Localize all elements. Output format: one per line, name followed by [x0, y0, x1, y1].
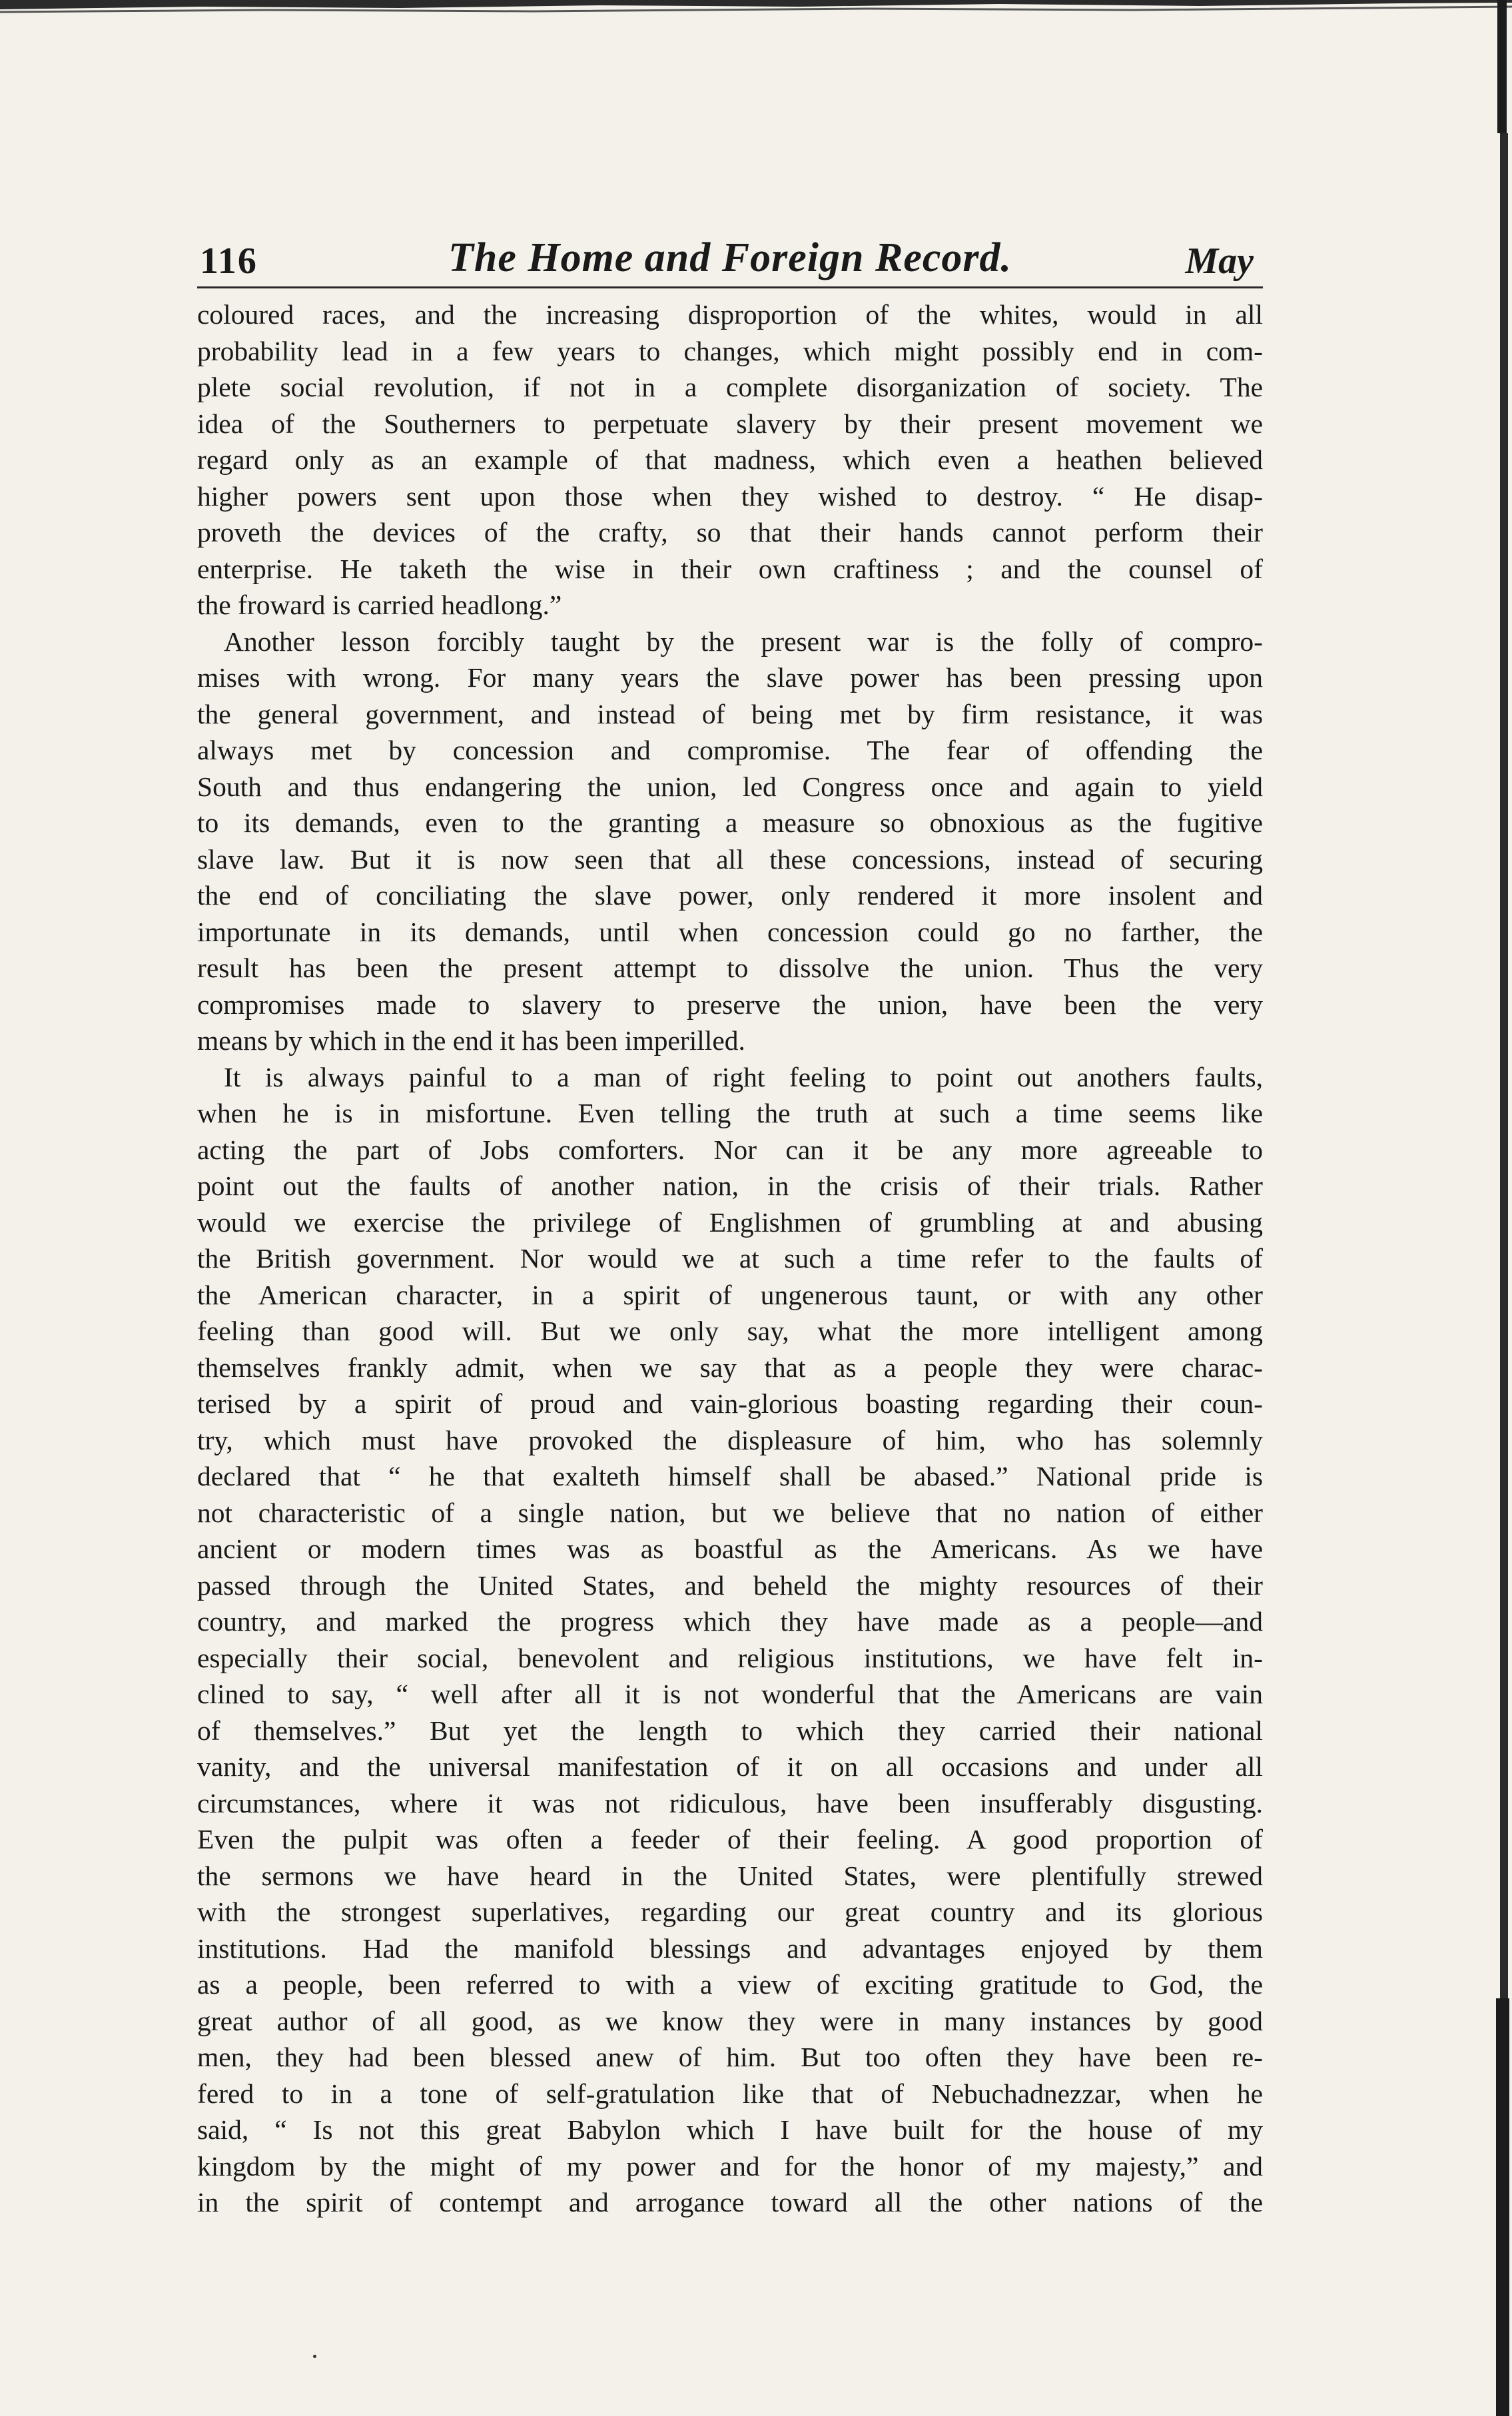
page-header — [197, 220, 1263, 286]
text-line: country, and marked the progress which they have made as a people—and — [197, 1606, 1263, 1637]
text-line: South and thus endangering the union, led Congress once and again to yield — [197, 771, 1263, 802]
text-line: vanity, and the universal manifestation of it on all occasions and under all — [197, 1751, 1263, 1782]
text-line: compromises made to slavery to preserve the union, have been the very — [197, 989, 1263, 1020]
scan-top-edge — [0, 0, 1512, 27]
text-line: not characteristic of a single nation, but we believe that no nation of either — [197, 1497, 1263, 1528]
text-line: plete social revolution, if not in a complete disorganization of society. The — [197, 372, 1263, 402]
text-line: It is always painful to a man of right feeling to point out anothers faults, — [224, 1061, 1263, 1092]
text-line: regard only as an example of that madness, which even a heathen believed — [197, 444, 1263, 475]
text-line: try, which must have provoked the displeasure of him, who has solemnly — [197, 1424, 1263, 1455]
page — [197, 220, 1263, 2221]
text-line: as a people, been referred to with a view of exciting gratitude to God, the — [197, 1969, 1263, 2000]
text-line: always met by concession and compromise. The fear of offending the — [197, 735, 1263, 765]
text-line: in the spirit of contempt and arrogance toward all the other nations of the — [197, 2187, 1263, 2217]
text-line: when he is in misfortune. Even telling the truth at such a time seems like — [197, 1098, 1263, 1128]
header-rule — [197, 286, 1263, 288]
text-line: declared that “ he that exalteth himself shall be abased.” National pride is — [197, 1461, 1263, 1491]
page-number: 116 — [200, 240, 258, 282]
text-line: kingdom by the might of my power and for the honor of my majesty,” and — [197, 2150, 1263, 2182]
text-line: slave law. But it is now seen that all these concessions, instead of securing — [197, 843, 1263, 875]
text-line: idea of the Southerners to perpetuate slavery by their present movement we — [197, 408, 1263, 439]
text-line: would we exercise the privilege of Englishmen of grumbling at and abusing — [197, 1206, 1263, 1238]
running-title: The Home and Foreign Record. — [448, 235, 1012, 280]
text-line: men, they had been blessed anew of him. But too often they have been re- — [197, 2042, 1263, 2072]
text-line: ancient or modern times was as boastful as the Americans. As we have — [197, 1533, 1263, 1564]
text-line: coloured races, and the increasing disproportion of the whites, would in all — [197, 299, 1263, 330]
text-line: said, “ Is not this great Babylon which I have built for the house of my — [197, 2114, 1263, 2145]
text-line: fered to in a tone of self-gratulation like that of Nebuchadnezzar, when he — [197, 2078, 1263, 2109]
text-line: the American character, in a spirit of ungenerous taunt, or with any other — [197, 1279, 1263, 1310]
scan-right-edge — [1492, 0, 1512, 2416]
text-line: institutions. Had the manifold blessings and advantages enjoyed by them — [197, 1932, 1263, 1964]
text-line: circumstances, where it was not ridiculous, have been insufferably disgusting. — [197, 1787, 1263, 1818]
text-line: of themselves.” But yet the length to which they carried their national — [197, 1715, 1263, 1746]
issue-month: May — [1185, 240, 1254, 282]
text-line: the British government. Nor would we at such a time refer to the faults of — [197, 1243, 1263, 1274]
text-line: great author of all good, as we know they were in many instances by good — [197, 2005, 1263, 2036]
text-line: the general government, and instead of being met by firm resistance, it was — [197, 698, 1263, 729]
text-line: probability lead in a few years to changes, which might possibly end in com- — [197, 335, 1263, 366]
text-line: with the strongest superlatives, regarding our great country and its glorious — [197, 1896, 1263, 1927]
text-line: higher powers sent upon those when they wished to destroy. “ He disap- — [197, 480, 1263, 512]
text-line: the froward is carried headlong.” — [197, 590, 562, 620]
article-body — [197, 296, 1263, 2221]
text-line: passed through the United States, and beheld the mighty resources of their — [197, 1569, 1263, 1601]
text-line: means by which in the end it has been imperilled. — [197, 1025, 745, 1056]
text-line: the end of conciliating the slave power, only rendered it more insolent and — [197, 880, 1263, 911]
text-line: the sermons we have heard in the United States, were plentifully strewed — [197, 1860, 1263, 1891]
text-line: point out the faults of another nation, in the crisis of their trials. Rather — [197, 1170, 1263, 1201]
text-line: enterprise. He taketh the wise in their own craftiness ; and the counsel of — [197, 553, 1263, 584]
text-line: result has been the present attempt to dissolve the union. Thus the very — [197, 953, 1263, 983]
text-line: to its demands, even to the granting a measure so obnoxious as the fugitive — [197, 807, 1263, 838]
text-line: importunate in its demands, until when concession could go no farther, the — [197, 916, 1263, 947]
text-line: proveth the devices of the crafty, so that their hands cannot perform their — [197, 517, 1263, 548]
text-line: mises with wrong. For many years the slave power has been pressing upon — [197, 662, 1263, 693]
text-line: Another lesson forcibly taught by the present war is the folly of compro- — [224, 625, 1263, 657]
text-line: Even the pulpit was often a feeder of their feeling. A good proportion of — [197, 1824, 1263, 1854]
text-line: feeling than good will. But we only say, what the more intelligent among — [197, 1316, 1263, 1346]
text-line: terised by a spirit of proud and vain-glorious boasting regarding their coun- — [197, 1388, 1263, 1419]
text-line: especially their social, benevolent and religious institutions, we have felt in- — [197, 1642, 1263, 1673]
scan-speck — [313, 2355, 316, 2358]
text-line: themselves frankly admit, when we say that as a people they were charac- — [197, 1352, 1263, 1383]
text-line: clined to say, “ well after all it is not wonderful that the Americans are vain — [197, 1679, 1263, 1709]
text-line: acting the part of Jobs comforters. Nor can it be any more agreeable to — [197, 1134, 1263, 1165]
